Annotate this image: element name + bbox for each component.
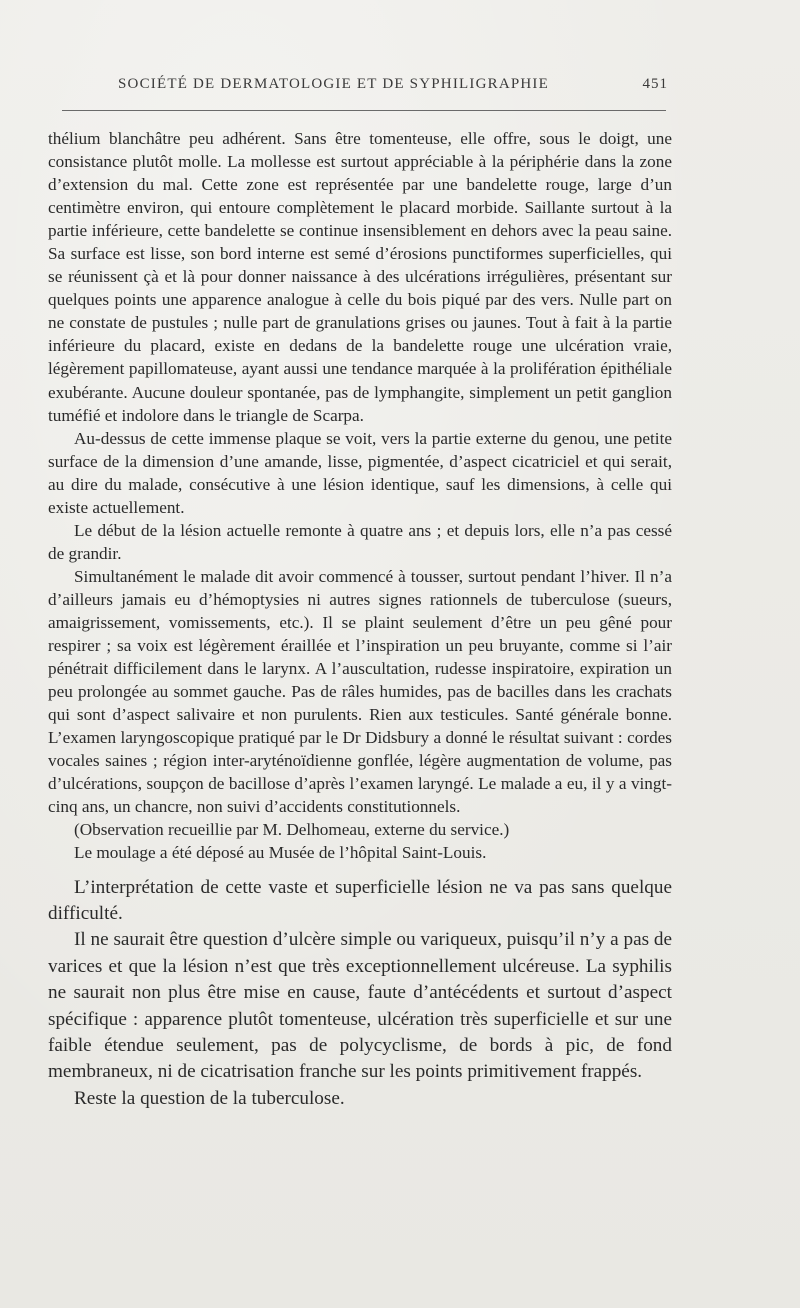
paragraph: Le début de la lésion actuelle remonte à quatre ans ; et depuis lors, elle n’a pas cessé de grandir.	[48, 520, 672, 563]
paragraph: Le moulage a été déposé au Musée de l’hôpital Saint-Louis.	[74, 843, 487, 863]
paragraph: Il ne saurait être question d’ulcère simple ou variqueux, puisqu’il n’y a pas de varices et que la lésion n’est que très exceptionnellement ulcéreuse. La syphilis ne saurait non plus être mise en cause, faute d’antécédents et surtout d’aspect spécifique : apparence plutôt tomenteuse, ulcération très superficielle et sur une faible étendue seulement, pas de polycyclisme, de bords à pic, de fond membraneux, ni de cicatrisation franche sur les points primitivement frappés.	[48, 929, 672, 1083]
header-rule	[62, 110, 666, 111]
paragraph: Simultanément le malade dit avoir commencé à tousser, surtout pendant l’hiver. Il n’a d’ailleurs jamais eu d’hémoptysies ni autres signes rationnels de tuberculose (sueurs, amaigrissement, vomissements, etc.). Il se plaint seulement d’être un peu gêné pour respirer ; sa voix est légèrement éraillée et l’inspiration un peu bruyante, comme si l’air pénétrait difficilement dans le larynx. A l’auscultation, rudesse inspiratoire, expiration un peu prolongée au sommet gauche. Pas de râles humides, pas de bacilles dans les crachats qui sont d’aspect salivaire et non purulents. Rien aux testicules. Santé générale bonne. L’examen laryngoscopique pratiqué par le Dr Didsbury a donné le résultat suivant : cordes vocales saines ; région inter-aryténoïdienne gonflée, légère augmentation de volume, pas d’ulcérations, soupçon de bacillose d’après l’examen laryngé. Le malade a eu, il y a vingt-cinq ans, un chancre, non suivi d’accidents constitutionnels.	[48, 566, 672, 817]
discussion-section	[48, 875, 672, 1113]
paragraph: thélium blanchâtre peu adhérent. Sans être tomenteuse, elle offre, sous le doigt, une consistance plutôt molle. La mollesse est surtout appréciable à la périphérie dans la zone d’extension du mal. Cette zone est représentée par une bandelette rouge, large d’un centimètre environ, qui entoure complètement le placard morbide. Saillante surtout à la partie inférieure, cette bandelette se continue insensiblement en dehors avec la peau saine. Sa surface est lisse, son bord interne est semé d’érosions punctiformes superficielles, qui se réunissent çà et là pour donner naissance à des ulcérations irrégulières, présentant sur quelques points une apparence analogue à celle du bois piqué par des vers. Nulle part on ne constate de pustules ; nulle part de granulations grises ou jaunes. Tout à fait à la partie inférieure du placard, existe en dedans de la bandelette rouge une ulcération vraie, légèrement papillomateuse, ayant aussi une tendance marquée à la prolifération épithéliale exubérante. Aucune douleur spontanée, pas de lymphangite, simplement un petit ganglion tuméfié et indolore dans le triangle de Scarpa.	[48, 129, 672, 425]
observation-section	[48, 127, 672, 865]
paragraph: Reste la question de la tuberculose.	[74, 1087, 345, 1109]
paragraph: Au-dessus de cette immense plaque se voit, vers la partie externe du genou, une petite surface de la dimension d’une amande, lisse, pigmentée, d’aspect cicatriciel et qui serait, au dire du malade, consécutive à une lésion identique, sauf les dimensions, à celle qui existe actuellement.	[48, 428, 672, 517]
body-text	[48, 127, 672, 1112]
running-title: SOCIÉTÉ DE DERMATOLOGIE ET DE SYPHILIGRAPHIE	[118, 76, 549, 92]
paragraph: (Observation recueillie par M. Delhomeau, externe du service.)	[74, 820, 510, 840]
page-number: 451	[642, 76, 668, 92]
paragraph: L’interprétation de cette vaste et superficielle lésion ne va pas sans quelque difficulté.	[48, 876, 672, 924]
